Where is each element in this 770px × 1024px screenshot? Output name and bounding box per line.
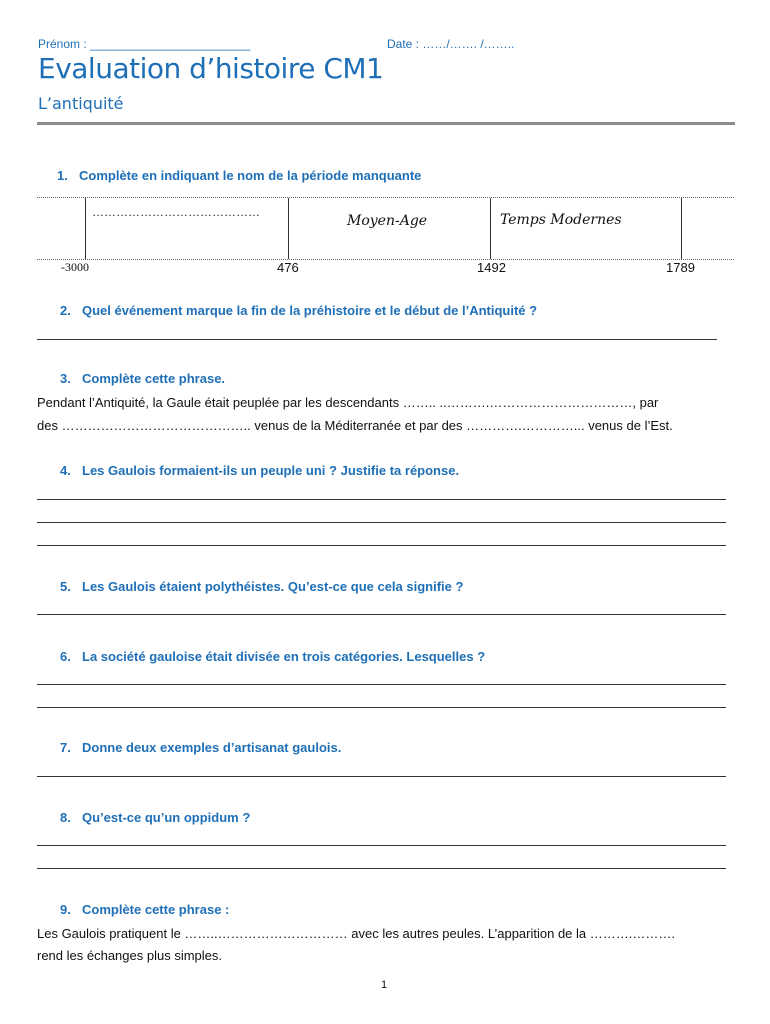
question-1 (57, 168, 421, 183)
question-7 (60, 740, 341, 755)
question-3-sentence-line-2: des …………………………………….. venus de la Méditerranée et par des ………….…………... venus de l’Est. (37, 418, 673, 433)
question-1-text: Complète en indiquant le nom de la période manquante (79, 168, 422, 183)
timeline-divider (681, 198, 682, 259)
date-field-label: Date : ……/……. /…….. (387, 37, 515, 51)
timeline-date: 476 (277, 260, 299, 275)
question-7-number: 7. (60, 740, 71, 755)
answer-line[interactable] (37, 707, 726, 708)
name-field-label: Prénom : ________________________ (38, 37, 251, 51)
question-8 (60, 810, 250, 825)
answer-line[interactable] (37, 776, 726, 777)
timeline-blank-period[interactable]: …………………………………… (92, 205, 260, 219)
timeline-period-moyen-age: Moyen-Age (347, 213, 428, 229)
question-3-text: Complète cette phrase. (82, 371, 226, 386)
answer-line[interactable] (37, 614, 726, 615)
question-9-sentence-line-1: Les Gaulois pratiquent le ……..………………………… avec les autres peules. L’apparition de la ……….………. (37, 926, 675, 941)
question-9 (60, 902, 229, 917)
question-5 (60, 579, 463, 594)
page-subtitle: L’antiquité (38, 94, 124, 113)
header-rule (37, 122, 735, 125)
question-3-sentence-line-1: Pendant l’Antiquité, la Gaule était peuplée par les descendants …….. ..……….……………………………, par (37, 395, 659, 410)
question-3-number: 3. (60, 371, 71, 386)
question-8-text: Qu’est-ce qu’un oppidum ? (82, 810, 251, 825)
question-5-text: Les Gaulois étaient polythéistes. Qu’est-ce que cela signifie ? (82, 579, 464, 594)
timeline-divider (85, 198, 86, 259)
timeline-divider (490, 198, 491, 259)
question-9-number: 9. (60, 902, 71, 917)
timeline-date: 1492 (477, 260, 506, 275)
question-4-text: Les Gaulois formaient-ils un peuple uni ? Justifie ta réponse. (82, 463, 460, 478)
answer-line[interactable] (37, 339, 717, 340)
question-6-number: 6. (60, 649, 71, 664)
page-title: Evaluation d’histoire CM1 (38, 52, 384, 85)
question-6 (60, 649, 485, 664)
question-2-text: Quel événement marque la fin de la préhistoire et le début de l’Antiquité ? (82, 303, 538, 318)
answer-line[interactable] (37, 522, 726, 523)
question-6-text: La société gauloise était divisée en trois catégories. Lesquelles ? (82, 649, 486, 664)
answer-line[interactable] (37, 545, 726, 546)
question-1-number: 1. (57, 168, 68, 183)
question-3 (60, 371, 225, 386)
answer-line[interactable] (37, 684, 726, 685)
question-7-text: Donne deux exemples d’artisanat gaulois. (82, 740, 342, 755)
timeline-top-line (37, 197, 734, 198)
question-4 (60, 463, 459, 478)
answer-line[interactable] (37, 845, 726, 846)
timeline-date: 1789 (666, 260, 695, 275)
timeline-date: -3000 (61, 260, 89, 274)
timeline-bottom-line (37, 259, 734, 260)
timeline-period-temps-modernes: Temps Modernes (500, 212, 622, 228)
question-5-number: 5. (60, 579, 71, 594)
question-9-text: Complète cette phrase : (82, 902, 230, 917)
answer-line[interactable] (37, 868, 726, 869)
question-9-sentence-line-2: rend les échanges plus simples. (37, 948, 222, 963)
page-number: 1 (381, 979, 388, 991)
question-2 (60, 303, 537, 318)
answer-line[interactable] (37, 499, 726, 500)
question-4-number: 4. (60, 463, 71, 478)
timeline-divider (288, 198, 289, 259)
question-8-number: 8. (60, 810, 71, 825)
question-2-number: 2. (60, 303, 71, 318)
